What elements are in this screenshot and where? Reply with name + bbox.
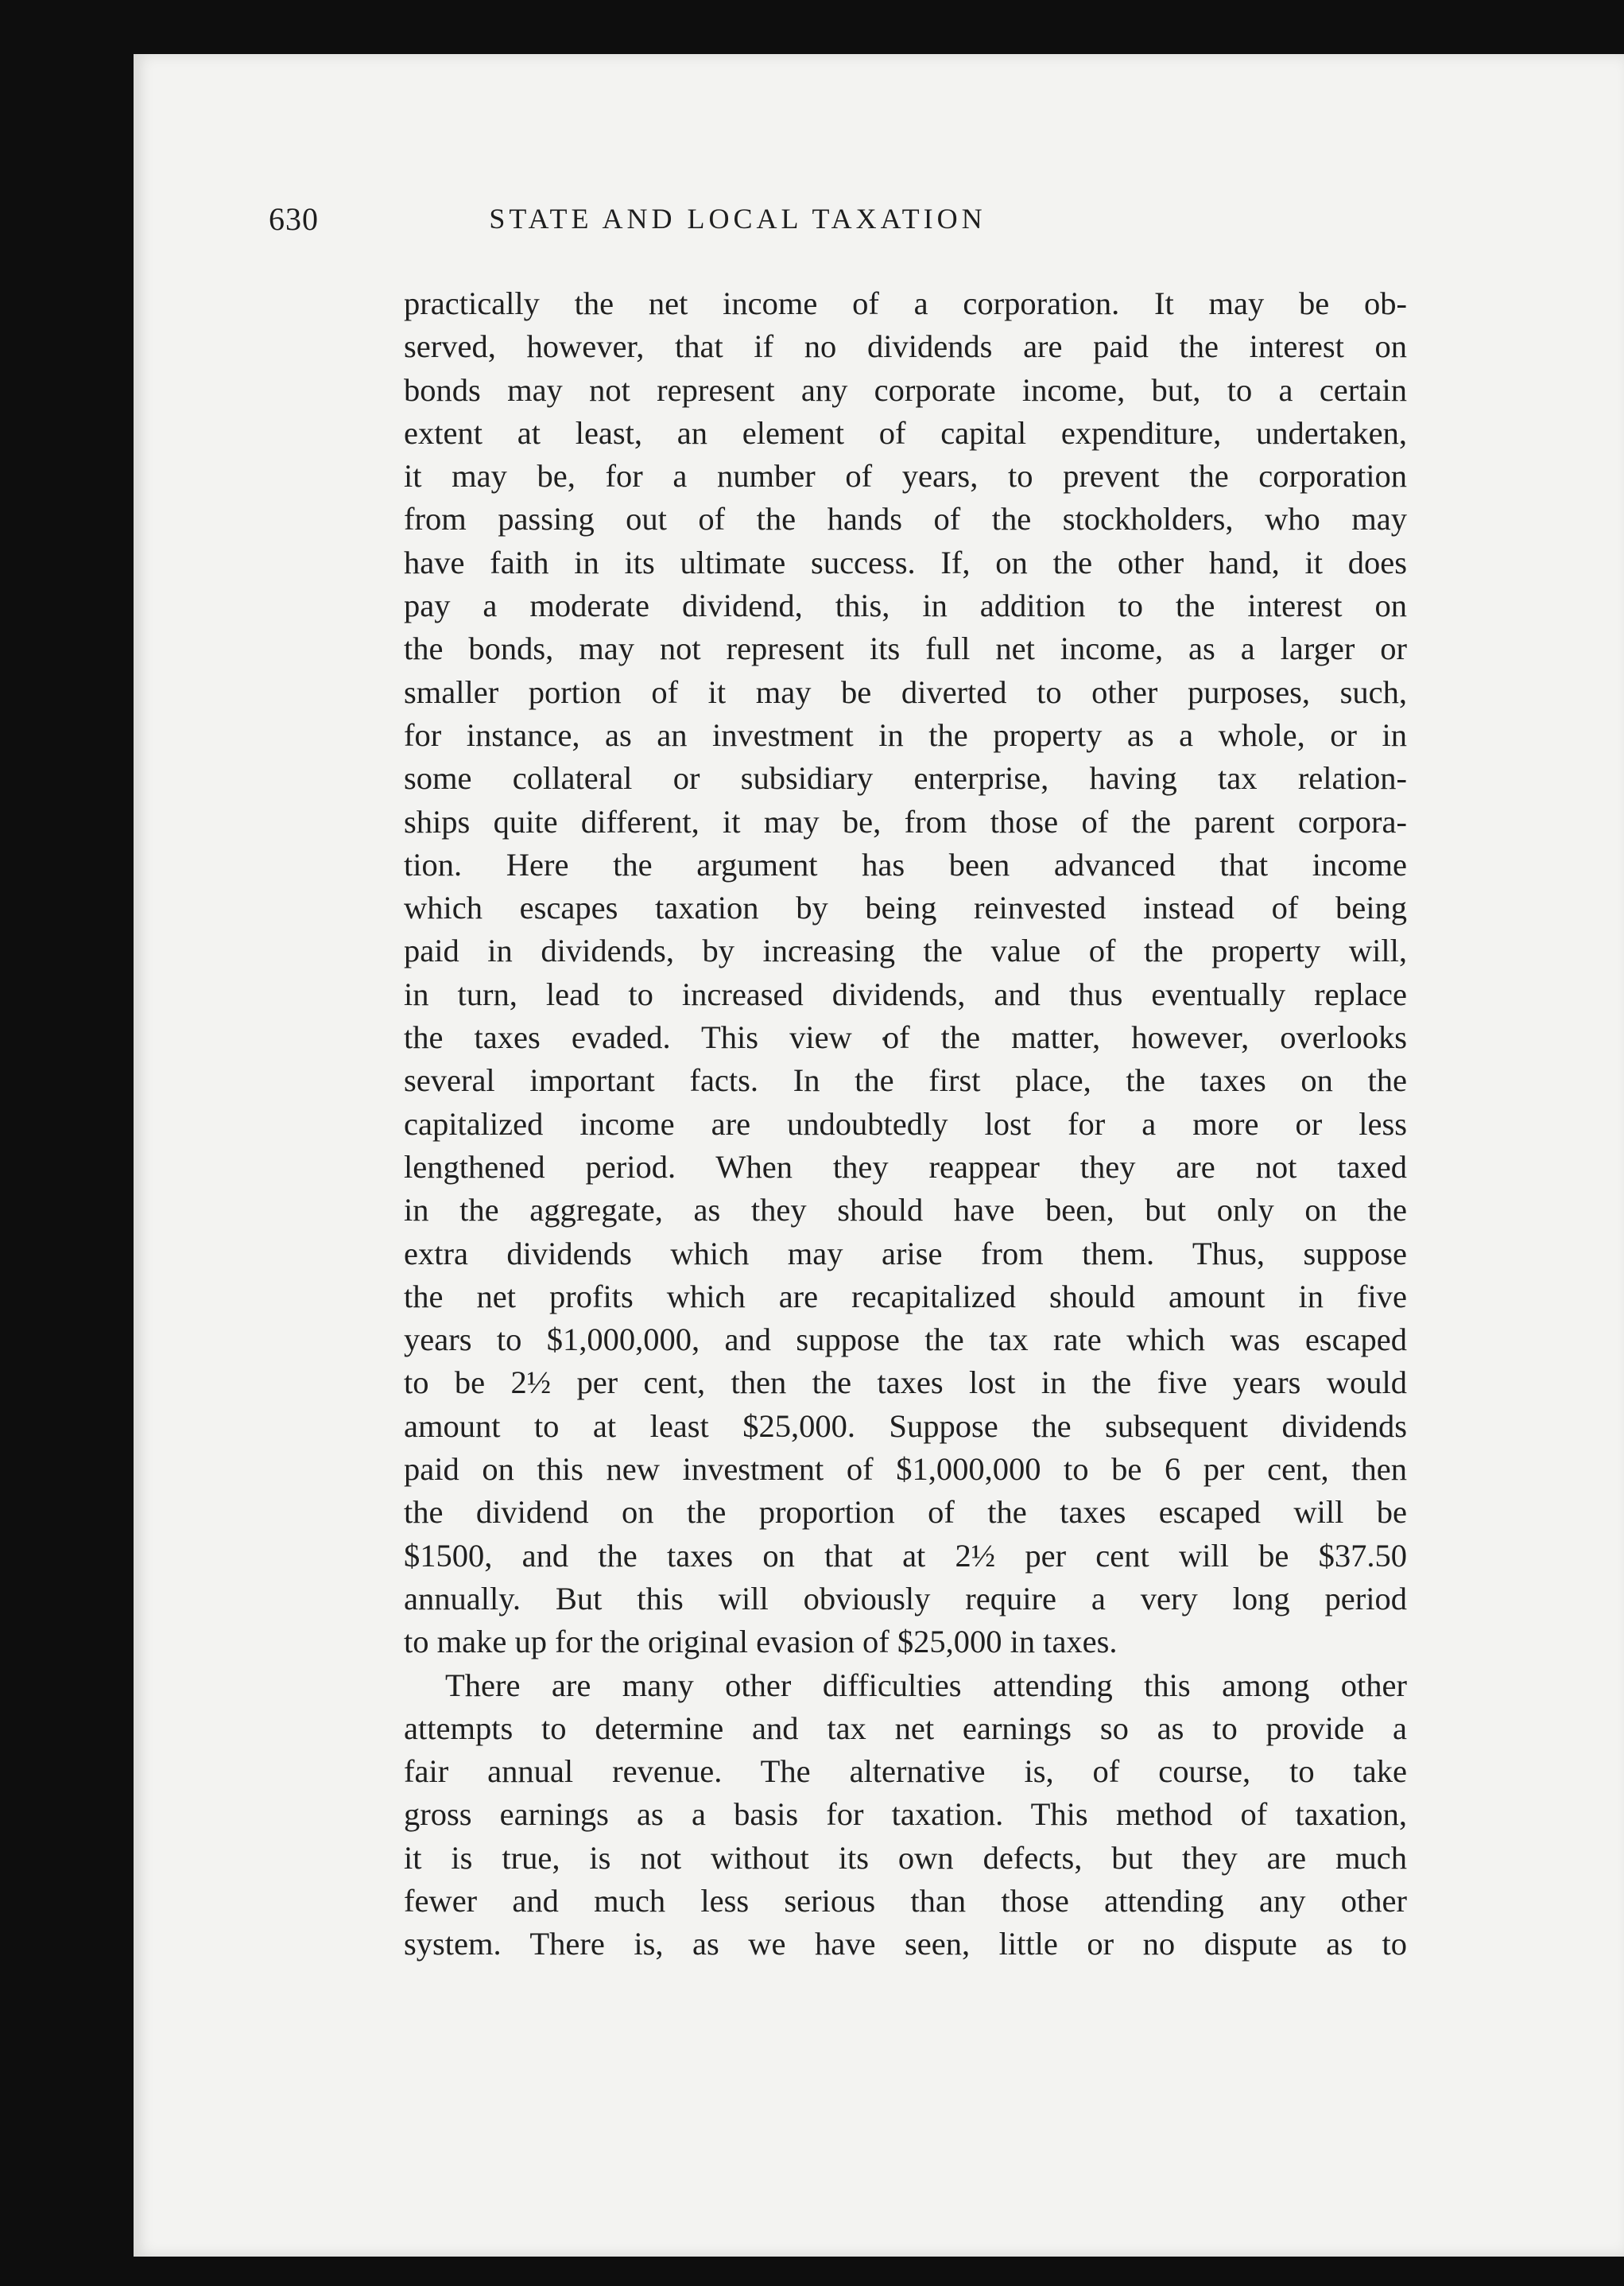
text-line: in turn, lead to increased dividends, and thus eventually replace	[404, 976, 1407, 1012]
text-line: smaller portion of it may be diverted to other purposes, such,	[404, 673, 1407, 710]
text-line: practically the net income of a corporation. It may be ob-	[404, 285, 1407, 321]
body-text	[404, 282, 1407, 1966]
text-line: extra dividends which may arise from them. Thus, suppose	[404, 1235, 1407, 1271]
text-line: several important facts. In the first place, the taxes on the	[404, 1062, 1407, 1099]
text-line: some collateral or subsidiary enterprise, having tax relation-	[404, 760, 1407, 797]
text-line: served, however, that if no dividends are paid the interest on	[404, 328, 1407, 365]
text-line: ships quite different, it may be, from those of the parent corpora-	[404, 803, 1407, 840]
text-line: extent at least, an element of capital expenditure, undertaken,	[404, 414, 1407, 451]
text-line: to make up for the original evasion of $25,000 in taxes.	[404, 1624, 1118, 1660]
text-line: in the aggregate, as they should have been, but only on the	[404, 1192, 1407, 1228]
text-line: amount to at least $25,000. Suppose the subsequent dividends	[404, 1407, 1407, 1444]
text-line: $1500, and the taxes on that at 2½ per cent will be $37.50	[404, 1537, 1407, 1574]
text-line: from passing out of the hands of the stockholders, who may	[404, 501, 1407, 538]
text-line: the net profits which are recapitalized should amount in five	[404, 1278, 1407, 1314]
text-line: tion. Here the argument has been advanced that income	[404, 846, 1407, 883]
text-line: fewer and much less serious than those attending any other	[404, 1882, 1407, 1919]
text-line: gross earnings as a basis for taxation. This method of taxation,	[404, 1796, 1407, 1833]
paragraph-first-line: There are many other difficulties attending this among other	[445, 1667, 1407, 1703]
text-line: have faith in its ultimate success. If, on the other hand, it does	[404, 544, 1407, 580]
running-head: STATE AND LOCAL TAXATION	[489, 203, 986, 235]
text-line: which escapes taxation by being reinvested instead of being	[404, 890, 1407, 926]
text-line: to be 2½ per cent, then the taxes lost in the five years would	[404, 1364, 1407, 1401]
text-line: the bonds, may not represent its full net income, as a larger or	[404, 631, 1407, 667]
text-line: pay a moderate dividend, this, in addition to the interest on	[404, 588, 1407, 624]
text-line: years to $1,000,000, and suppose the tax rate which was escaped	[404, 1322, 1407, 1358]
text-line: bonds may not represent any corporate income, but, to a certain	[404, 371, 1407, 408]
text-line: capitalized income are undoubtedly lost for a more or less	[404, 1105, 1407, 1142]
text-line: fair annual revenue. The alternative is, of course, to take	[404, 1753, 1407, 1790]
text-line: paid in dividends, by increasing the value of the property will,	[404, 933, 1407, 969]
text-line: paid on this new investment of $1,000,000 to be 6 per cent, then	[404, 1451, 1407, 1488]
page-number: 630	[269, 201, 319, 237]
text-line: for instance, as an investment in the property as a whole, or in	[404, 716, 1407, 753]
text-line: it is true, is not without its own defects, but they are much	[404, 1839, 1407, 1876]
text-line: the taxes evaded. This view of the matter, however, overlooks	[404, 1019, 1407, 1056]
text-line: lengthened period. When they reappear they are not taxed	[404, 1148, 1407, 1185]
text-line: system. There is, as we have seen, little or no dispute as to	[404, 1926, 1407, 1962]
text-line: annually. But this will obviously require a very long period	[404, 1580, 1407, 1617]
text-line: it may be, for a number of years, to prevent the corporation	[404, 458, 1407, 495]
text-line: attempts to determine and tax net earnings so as to provide a	[404, 1710, 1407, 1746]
text-line: the dividend on the proportion of the taxes escaped will be	[404, 1494, 1407, 1531]
page-header	[269, 200, 1207, 240]
